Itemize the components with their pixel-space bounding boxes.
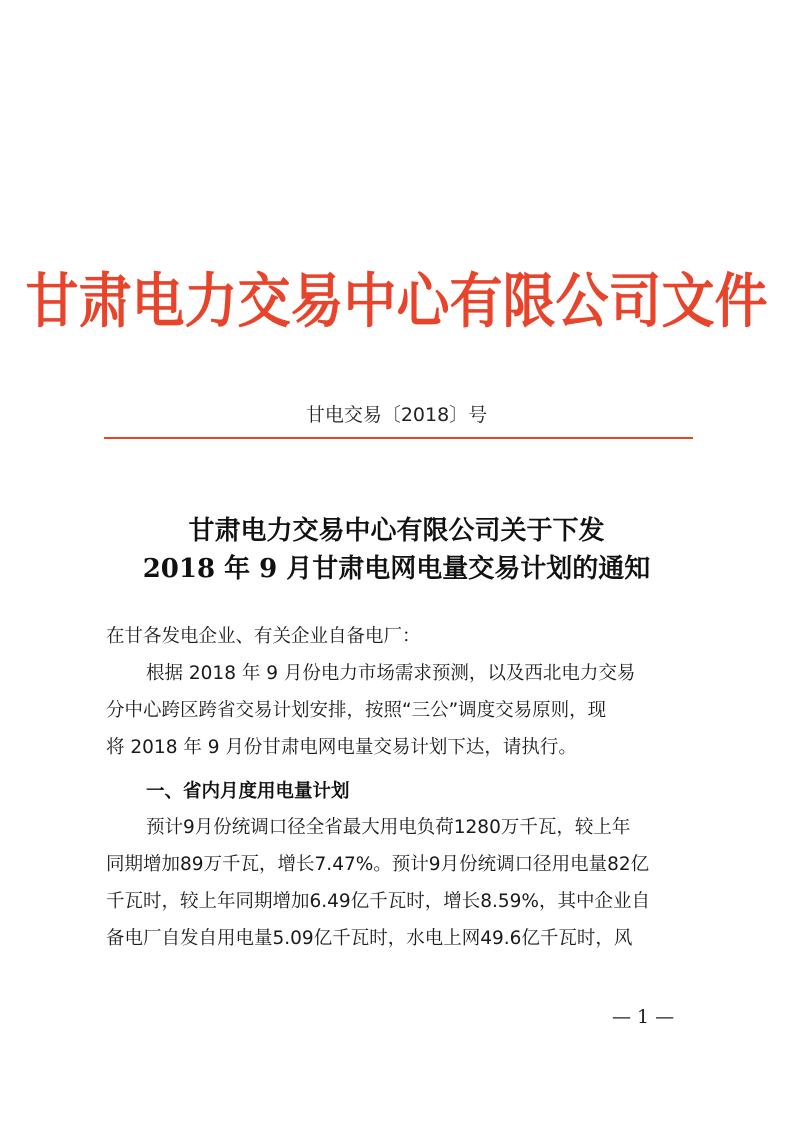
paragraph-2-line-1: 预计9月份统调口径全省最大用电负荷1280万千瓦，较上年 [146, 817, 631, 838]
masthead-title: 甘肃电力交易中心有限公司文件 [25, 266, 768, 336]
paragraph-1-line-1: 根据 2018 年 9 月份电力市场需求预测，以及西北电力交易 [146, 663, 636, 684]
salutation: 在甘各发电企业、有关企业自备电厂： [106, 626, 421, 647]
notice-title-line-1: 甘肃电力交易中心有限公司关于下发 [188, 516, 605, 546]
paragraph-2-line-3: 千瓦时，较上年同期增加6.49亿千瓦时，增长8.59%，其中企业自 [106, 891, 650, 912]
notice-title-line-2: 2018 年 9 月甘肃电网电量交易计划的通知 [142, 554, 651, 584]
page-number: — 1 — [612, 1006, 675, 1028]
paragraph-1-line-2: 分中心跨区跨省交易计划安排，按照“三公”调度交易原则，现 [106, 700, 607, 721]
paragraph-1-line-3: 将 2018 年 9 月份甘肃电网电量交易计划下达，请执行。 [106, 737, 577, 758]
document-number: 甘电交易〔2018〕号 [305, 404, 488, 426]
paragraph-2-line-2: 同期增加89万千瓦，增长7.47%。预计9月份统调口径用电量82亿 [106, 854, 650, 875]
section-1-heading: 一、省内月度用电量计划 [146, 781, 350, 802]
red-divider-line [104, 437, 693, 439]
paragraph-2-line-4: 备电厂自发自用电量5.09亿千瓦时，水电上网49.6亿千瓦时，风 [106, 928, 633, 949]
